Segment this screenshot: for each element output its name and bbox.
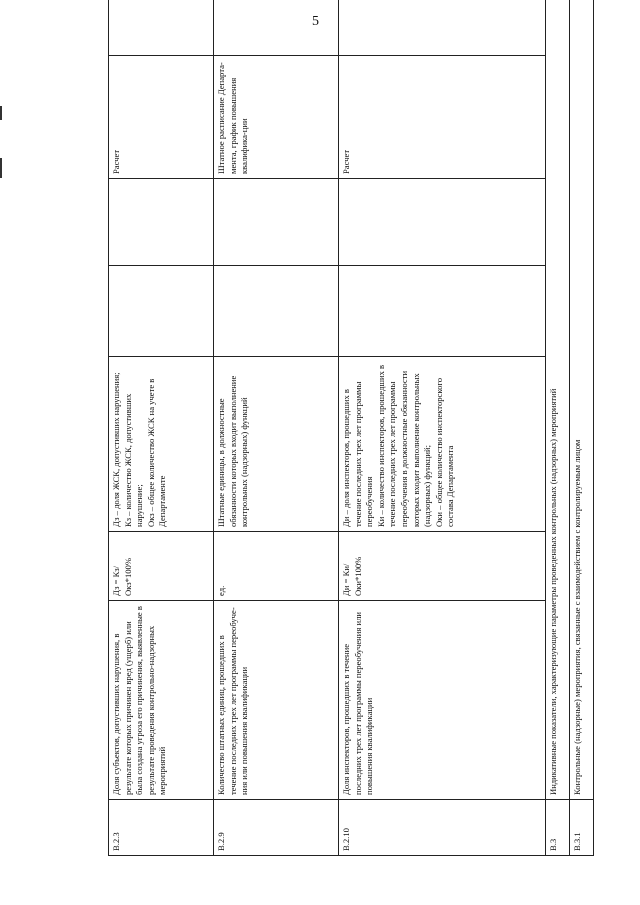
table-row xyxy=(109,0,214,856)
indicator-table xyxy=(108,0,594,856)
indicator-name: Количество штатных единиц, прошедших в течение последних трех лет программы переобуче-ния или повышения квалификации xyxy=(214,601,339,800)
formula-explanation: Ди – доля инспекторов, прошедших в течение последних трех лет программы переобучения Ки – количество инспекторов, прошедших в течение последних трех лет программы переобучения в должностные обязанности которых входит выполнение контрольных (надзорных) функций; Оки – общее количество инспекторского состава Департамента xyxy=(339,357,546,532)
margin-mark xyxy=(0,106,2,120)
empty-cell xyxy=(339,179,546,266)
table-row xyxy=(214,0,339,856)
data-source: Штатное расписание Департа-мента, график повышения квалифика-ции xyxy=(214,56,339,179)
formula: Дз = Кз/Окз*100% xyxy=(109,532,214,601)
data-source: Расчет xyxy=(339,56,546,179)
section-row xyxy=(546,0,570,856)
page-number: 5 xyxy=(312,14,319,29)
row-code: В.2.9 xyxy=(214,800,339,856)
row-code: В.2.10 xyxy=(339,800,546,856)
indicator-table-rotated xyxy=(108,46,608,856)
empty-cell xyxy=(339,266,546,357)
empty-cell xyxy=(214,0,339,56)
section-code: В.3.1 xyxy=(570,800,594,856)
table-row xyxy=(339,0,546,856)
indicator-name: Доля инспекторов, прошедших в течение последних трех лет программы переобучения или повышения квалификации xyxy=(339,601,546,800)
empty-cell xyxy=(214,179,339,266)
margin-mark xyxy=(0,158,2,178)
empty-cell xyxy=(339,0,546,56)
empty-cell xyxy=(109,0,214,56)
row-code: В.2.3 xyxy=(109,800,214,856)
section-code: В.3 xyxy=(546,800,570,856)
formula: Ди = Ки/Оки*100% xyxy=(339,532,546,601)
data-source: Расчет xyxy=(109,56,214,179)
section-title: Контрольные (надзорные) мероприятия, связанные с взаимодействием с контролируемым лицом xyxy=(570,0,594,800)
empty-cell xyxy=(109,266,214,357)
formula: ед. xyxy=(214,532,339,601)
empty-cell xyxy=(214,266,339,357)
formula-explanation: Дз – доля ЖСК, допустивших нарушения; Кз – количество ЖСК, допустивших нарушение; Окз – общее количество ЖСК на учете в Департаменте xyxy=(109,357,214,532)
section-title: Индикативные показатели, характеризующие параметры проведенных контрольных (надзорных) мероприятий xyxy=(546,0,570,800)
section-row xyxy=(570,0,594,856)
indicator-name: Доля субъектов, допустивших нарушения, в результате которых причинен вред (ущерб) или была создана угроза его причинения, выявленные в результате проведения контрольно-надзорных мероприятий xyxy=(109,601,214,800)
empty-cell xyxy=(109,179,214,266)
formula-explanation: Штатные единицы, в должностные обязанности которых входит выполнение контрольных (надзорных) функций xyxy=(214,357,339,532)
